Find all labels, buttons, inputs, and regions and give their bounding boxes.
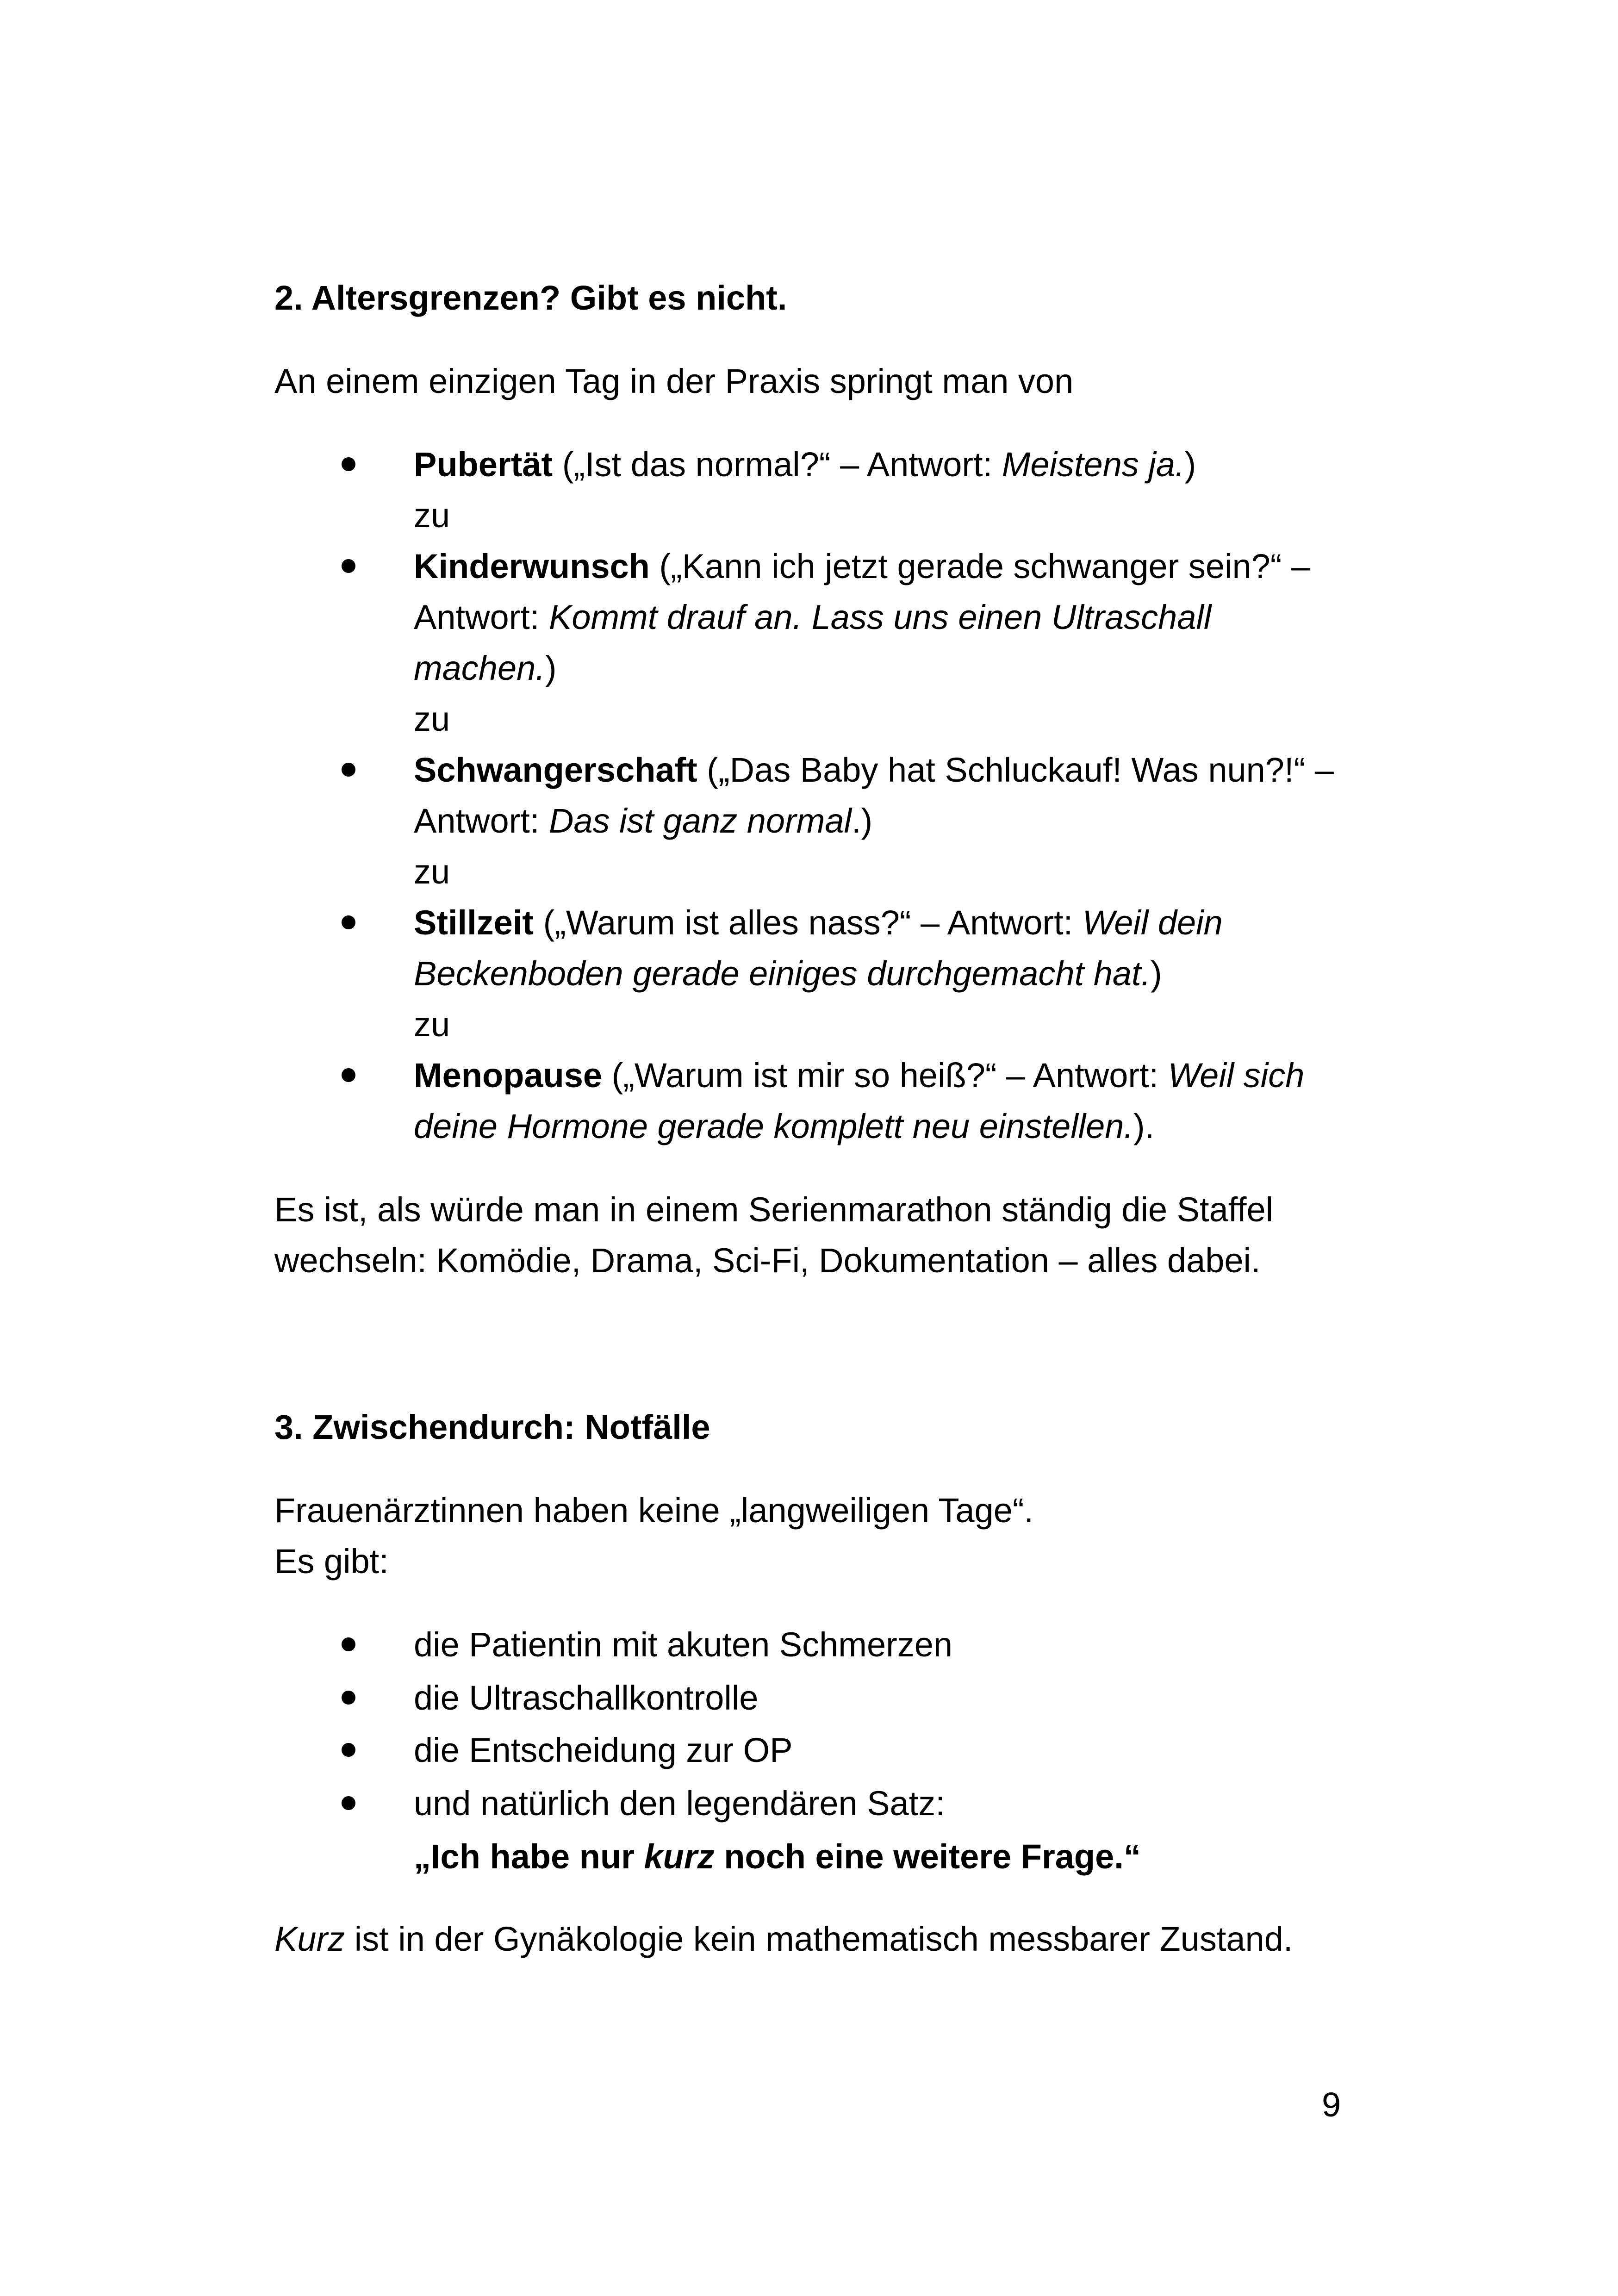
connector-text: zu <box>414 700 450 738</box>
list-item: Menopause („Warum ist mir so heiß?“ – Antwort: Weil sich <box>414 1056 1305 1095</box>
list-item: Schwangerschaft („Das Baby hat Schluckauf! Was nun?!“ – <box>414 751 1334 789</box>
connector-text: zu <box>414 1005 450 1044</box>
paragraph: Kurz ist in der Gynäkologie kein mathematisch messbarer Zustand. <box>274 1920 1293 1958</box>
list-item: die Entscheidung zur OP <box>414 1731 793 1769</box>
paragraph: Frauenärztinnen haben keine „langweiligen Tage“. <box>274 1491 1034 1530</box>
list-item-line: Beckenboden gerade einiges durchgemacht hat.) <box>414 954 1162 993</box>
page-number: 9 <box>1322 2085 1341 2124</box>
list-item-line: deine Hormone gerade komplett neu einstellen.). <box>414 1107 1155 1145</box>
bullet-icon <box>342 1068 355 1082</box>
connector-text: zu <box>414 852 450 891</box>
section-heading: 3. Zwischendurch: Notfälle <box>274 1408 710 1446</box>
list-item-line: Antwort: Kommt drauf an. Lass uns einen Ultraschall <box>414 598 1212 636</box>
list-item-line: machen.) <box>414 649 557 687</box>
bullet-icon <box>342 1637 355 1651</box>
bullet-icon <box>342 1691 355 1705</box>
bullet-icon <box>342 915 355 929</box>
bullet-icon <box>342 559 355 573</box>
list-item: Pubertät („Ist das normal?“ – Antwort: Meistens ja.) <box>414 445 1196 484</box>
list-item: die Ultraschallkontrolle <box>414 1679 759 1717</box>
paragraph: Es gibt: <box>274 1542 389 1580</box>
bullet-icon <box>342 1743 355 1757</box>
list-item: die Patientin mit akuten Schmerzen <box>414 1625 953 1664</box>
connector-text: zu <box>414 496 450 535</box>
paragraph: wechseln: Komödie, Drama, Sci-Fi, Dokumentation – alles dabei. <box>274 1241 1261 1280</box>
bullet-icon <box>342 1796 355 1810</box>
list-item: und natürlich den legendären Satz: <box>414 1784 945 1823</box>
list-item-line: Antwort: Das ist ganz normal.) <box>414 802 873 840</box>
quote-text: „Ich habe nur kurz noch eine weitere Frage.“ <box>414 1837 1141 1876</box>
paragraph: Es ist, als würde man in einem Serienmarathon ständig die Staffel <box>274 1190 1274 1229</box>
list-item: Stillzeit („Warum ist alles nass?“ – Antwort: Weil dein <box>414 903 1223 942</box>
bullet-icon <box>342 457 355 471</box>
section-heading: 2. Altersgrenzen? Gibt es nicht. <box>274 279 787 317</box>
paragraph: An einem einzigen Tag in der Praxis springt man von <box>274 362 1074 400</box>
list-item: Kinderwunsch („Kann ich jetzt gerade schwanger sein?“ – <box>414 547 1311 585</box>
bullet-icon <box>342 763 355 777</box>
